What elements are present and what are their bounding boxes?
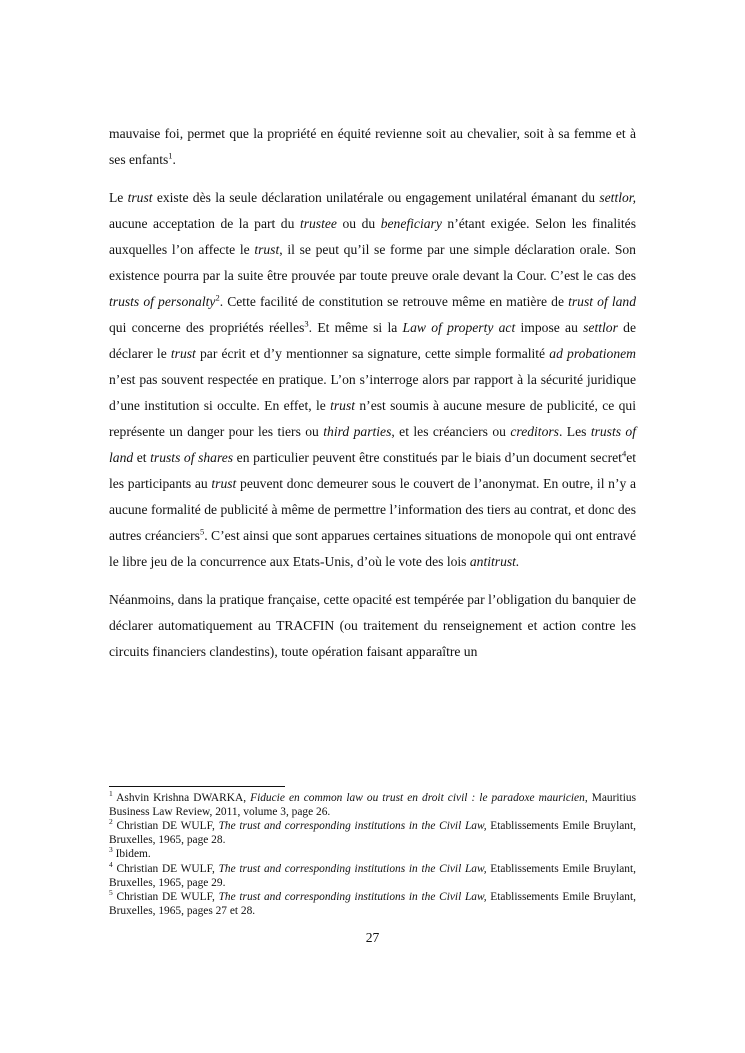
footnotes bbox=[109, 786, 636, 919]
footnote-5 bbox=[109, 888, 636, 918]
text-run: qui concerne des propriétés réelles bbox=[109, 320, 305, 335]
footnote-4 bbox=[109, 860, 636, 890]
text-run: Néanmoins, dans la pratique française, cette opacité est tempérée par l’obligation du banquier de déclarer automatiquement au TRACFIN (ou traitement du renseignement et action contre les circuits financiers clandestins), toute opération faisant apparaître un bbox=[109, 592, 636, 659]
text-run: Ibidem. bbox=[112, 848, 151, 861]
body-text bbox=[109, 121, 636, 677]
italic-text: Fiducie en common law ou trust en droit civil : le paradoxe mauricien bbox=[250, 792, 585, 804]
text-run: de déclarer le bbox=[109, 320, 636, 361]
italic-text: beneficiary bbox=[380, 216, 442, 231]
italic-text: trustee bbox=[299, 216, 337, 231]
text-run: aucune acceptation de la part du bbox=[109, 216, 300, 231]
text-run: , il se peut qu’il se forme par une simple déclaration orale. Son existence pourra par la suite être prouvée par toute preuve orale devant la Cour. C’est le cas des bbox=[109, 242, 636, 283]
italic-text: Law of property act bbox=[402, 320, 516, 335]
text-run: n’est pas souvent respectée en pratique. L’on s’interroge alors par rapport à la sécurité juridique d’une institution si occulte. En effet, le bbox=[109, 372, 636, 413]
text-run: mauvaise foi, permet que la propriété en équité revienne soit au chevalier, soit à sa femme et à ses enfants bbox=[109, 126, 636, 167]
italic-text: antitrust. bbox=[469, 554, 520, 569]
italic-text: trusts of shares bbox=[150, 450, 234, 465]
footnote-ref: 1 bbox=[109, 789, 113, 799]
text-run: Le bbox=[109, 190, 128, 205]
italic-text: ad probationem bbox=[549, 346, 636, 361]
footnote-ref: 3 bbox=[109, 845, 113, 855]
footnote-ref: 2 bbox=[109, 817, 113, 827]
text-run: , et les créanciers ou bbox=[391, 424, 511, 439]
italic-text: The trust and corresponding institutions in the Civil Law, bbox=[218, 862, 487, 875]
text-run: peuvent donc demeurer sous le couvert de l’anonymat. En outre, il n’y a aucune formalité de publicité à même de permettre l’information des tiers au contrat, et donc des autres créanciers bbox=[109, 476, 637, 543]
text-run: et les participants au bbox=[109, 450, 637, 491]
text-run: existe dès la seule déclaration unilatérale ou engagement unilatéral émanant du bbox=[152, 190, 600, 205]
italic-text: trust bbox=[127, 190, 153, 205]
text-run: impose au bbox=[515, 320, 584, 335]
italic-text: trust bbox=[330, 398, 356, 413]
italic-text: trusts of personalty bbox=[109, 294, 216, 309]
italic-text: The trust and corresponding institutions in the Civil Law, bbox=[218, 820, 487, 833]
paragraph-3 bbox=[109, 587, 636, 665]
footnote-1 bbox=[109, 789, 636, 819]
footnote-ref: 2 bbox=[215, 292, 220, 303]
italic-text: creditors bbox=[510, 424, 559, 439]
text-run: Christian DE WULF, bbox=[112, 820, 219, 833]
text-run: par écrit et d’y mentionner sa signature, cette simple formalité bbox=[195, 346, 550, 361]
italic-text: The trust and corresponding institutions in the Civil Law, bbox=[218, 891, 487, 904]
italic-text: trust bbox=[254, 242, 280, 257]
paragraph-1 bbox=[109, 121, 636, 173]
text-run: Ashvin Krishna DWARKA, bbox=[112, 792, 251, 804]
text-run: Christian DE WULF, bbox=[112, 891, 219, 904]
text-run: . Cette facilité de constitution se retrouve même en matière de bbox=[219, 294, 569, 309]
text-run: n’étant exigée. Selon les finalités auxquelles l’on affecte le bbox=[109, 216, 636, 257]
italic-text: trust bbox=[170, 346, 196, 361]
footnote-ref: 3 bbox=[304, 318, 309, 329]
text-run: ou du bbox=[336, 216, 381, 231]
footnote-ref: 4 bbox=[109, 860, 113, 870]
footnote-ref: 1 bbox=[168, 150, 173, 161]
text-run: Christian DE WULF, bbox=[112, 862, 219, 875]
text-run: Etablissements Emile Bruylant, Bruxelles, 1965, pages 27 et 28. bbox=[109, 891, 636, 917]
text-run: . C’est ainsi que sont apparues certaines situations de monopole qui ont entravé le libre jeu de la concurrence aux Etats-Unis, d’où le vote des lois bbox=[109, 528, 636, 569]
footnote-ref: 5 bbox=[199, 526, 205, 537]
footnote-ref: 4 bbox=[621, 448, 627, 459]
footnote-ref: 5 bbox=[109, 888, 113, 898]
text-run: . Les bbox=[558, 424, 591, 439]
italic-text: settlor bbox=[583, 320, 618, 335]
italic-text: trusts of land bbox=[109, 424, 637, 465]
footnote-separator bbox=[109, 786, 285, 787]
paragraph-2 bbox=[109, 185, 636, 575]
text-run: . Et même si la bbox=[308, 320, 403, 335]
text-run: n’est soumis à aucune mesure de publicité, ce qui représente un danger pour les tiers ou bbox=[109, 398, 637, 439]
italic-text: trust of land bbox=[568, 294, 637, 309]
footnote-2 bbox=[109, 817, 636, 847]
text-run: en particulier peuvent être constitués par le biais d’un document secret bbox=[233, 450, 622, 465]
text-run: , Mauritius Business Law Review, 2011, volume 3, page 26. bbox=[109, 792, 636, 818]
italic-text: trust bbox=[211, 476, 237, 491]
italic-text: settlor, bbox=[599, 190, 636, 205]
footnote-3 bbox=[109, 845, 636, 862]
text-run: . bbox=[172, 152, 176, 167]
text-run: et bbox=[133, 450, 151, 465]
text-run: Etablissements Emile Bruylant, Bruxelles, 1965, page 29. bbox=[109, 862, 636, 889]
page-number: 27 bbox=[365, 930, 380, 945]
italic-text: third parties bbox=[323, 424, 392, 439]
text-run: Etablissements Emile Bruylant, Bruxelles, 1965, page 28. bbox=[109, 820, 636, 846]
